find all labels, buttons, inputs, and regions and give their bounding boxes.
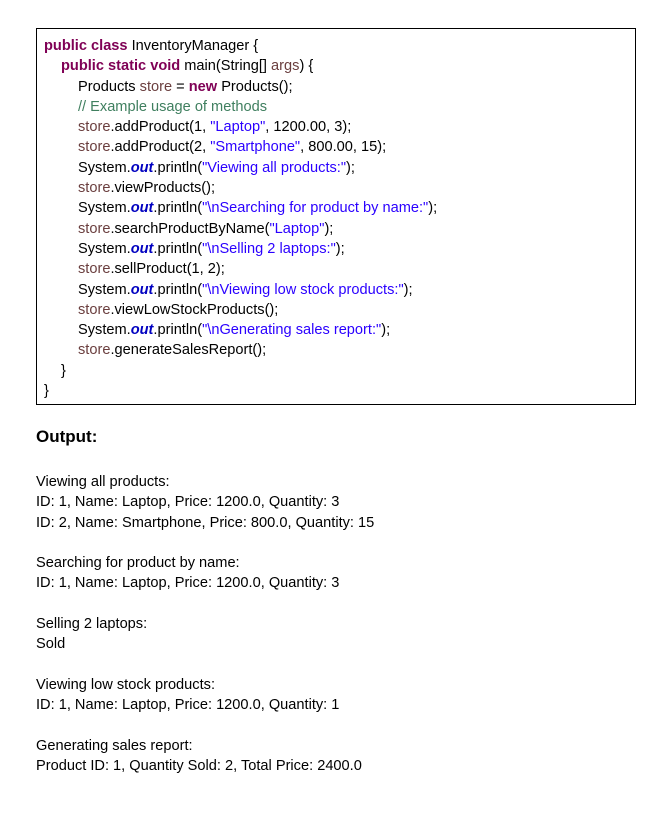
code-line (44, 259, 635, 279)
output-line: Generating sales report: (36, 737, 193, 754)
code-token-plain: System. (78, 281, 131, 298)
code-token-plain: } (61, 362, 66, 379)
code-token-fld: out (130, 200, 154, 217)
code-line (44, 117, 635, 137)
code-token-plain: System. (78, 240, 131, 257)
code-token-str: "\nViewing low stock products:" (202, 281, 404, 298)
code-token-plain: ); (346, 159, 355, 176)
output-line: Product ID: 1, Quantity Sold: 2, Total Price: 2400.0 (36, 758, 362, 775)
code-token-plain: .addProduct(1, (110, 119, 211, 136)
code-token-plain: .println( (153, 240, 203, 257)
code-token-plain: .searchProductByName( (110, 220, 270, 237)
code-line (44, 361, 635, 381)
code-line (44, 198, 635, 218)
code-token-plain: .sellProduct(1, 2); (110, 261, 225, 278)
code-line (44, 381, 635, 401)
code-token-var: store (78, 119, 111, 136)
output-line: ID: 1, Name: Laptop, Price: 1200.0, Quantity: 3 (36, 575, 340, 592)
code-token-fld: out (130, 240, 154, 257)
code-token-str: "\nGenerating sales report:" (202, 322, 382, 339)
output-line: ID: 1, Name: Laptop, Price: 1200.0, Quantity: 3 (36, 494, 340, 511)
code-token-str: "\nSearching for product by name:" (202, 200, 429, 217)
code-token-plain: ); (428, 200, 438, 217)
code-token-plain: .viewProducts(); (110, 180, 216, 197)
code-line (44, 137, 635, 157)
code-token-str: "\nSelling 2 laptops:" (202, 240, 336, 257)
code-token-plain: } (44, 383, 49, 400)
output-blank-line (36, 533, 374, 553)
code-token-plain: .println( (153, 281, 203, 298)
code-token-plain: System. (78, 322, 131, 339)
code-token-var: store (78, 180, 111, 197)
code-token-var: store (78, 301, 111, 318)
code-token-kw: public class (44, 38, 132, 54)
code-token-plain: System. (78, 159, 131, 176)
code-token-var: store (78, 220, 111, 237)
code-line (44, 219, 635, 239)
output-heading: Output: (36, 427, 98, 446)
code-line (44, 77, 635, 97)
output-line: Sold (36, 636, 66, 653)
output-blank-line (36, 655, 374, 675)
code-token-plain: .viewLowStockProducts(); (110, 301, 279, 318)
code-line (44, 300, 635, 320)
output-line: Selling 2 laptops: (36, 616, 148, 633)
code-token-plain: ); (381, 322, 391, 339)
code-token-var: store (78, 261, 111, 278)
code-token-plain: .println( (153, 159, 203, 176)
code-token-plain: .generateSalesReport(); (110, 342, 267, 359)
output-blank-line (36, 716, 374, 736)
code-token-str: "Laptop" (269, 220, 325, 237)
code-token-cmt: // Example usage of methods (78, 98, 268, 115)
code-token-plain: .addProduct(2, (110, 139, 211, 156)
code-token-plain: , 800.00, 15); (300, 139, 387, 156)
code-token-plain: System. (78, 200, 131, 217)
code-token-plain: .println( (153, 200, 203, 217)
code-token-plain: , 1200.00, 3); (265, 119, 352, 136)
output-line: ID: 1, Name: Laptop, Price: 1200.0, Quantity: 1 (36, 697, 340, 714)
code-line (44, 97, 635, 117)
code-token-fld: out (130, 322, 154, 339)
code-token-var: store (139, 78, 173, 95)
code-token-var: store (78, 139, 111, 156)
code-token-plain: main(String[] (184, 58, 272, 75)
code-token-var: store (78, 342, 111, 359)
code-token-plain: .println( (153, 322, 203, 339)
output-line: Searching for product by name: (36, 555, 240, 572)
code-token-kw: public static void (61, 58, 185, 75)
code-token-str: "Laptop" (210, 119, 266, 136)
code-token-plain: ); (324, 220, 334, 237)
code-token-var: args (271, 58, 300, 75)
output-line: Viewing all products: (36, 474, 170, 490)
code-line (44, 239, 635, 259)
output-blank-line (36, 594, 374, 614)
code-token-fld: out (130, 281, 154, 298)
code-block (36, 28, 636, 405)
code-line (44, 340, 635, 360)
code-line (44, 36, 635, 56)
code-token-plain: ) { (299, 58, 314, 75)
code-line (44, 158, 635, 178)
code-token-fld: out (130, 159, 154, 176)
code-line (44, 56, 635, 76)
output-line: ID: 2, Name: Smartphone, Price: 800.0, Quantity: 15 (36, 514, 375, 531)
code-token-plain: = (172, 78, 189, 95)
code-token-plain: Products(); (221, 78, 293, 95)
code-token-plain: ); (335, 240, 345, 257)
code-token-plain: InventoryManager { (131, 38, 259, 54)
output-block (36, 472, 374, 776)
code-line (44, 280, 635, 300)
code-line (44, 178, 635, 198)
code-line (44, 320, 635, 340)
code-token-plain: Products (78, 78, 140, 95)
code-token-str: "Smartphone" (210, 139, 301, 156)
code-token-plain: ); (403, 281, 413, 298)
code-token-str: "Viewing all products:" (202, 159, 347, 176)
output-line: Viewing low stock products: (36, 676, 215, 693)
code-token-kw: new (188, 78, 222, 95)
